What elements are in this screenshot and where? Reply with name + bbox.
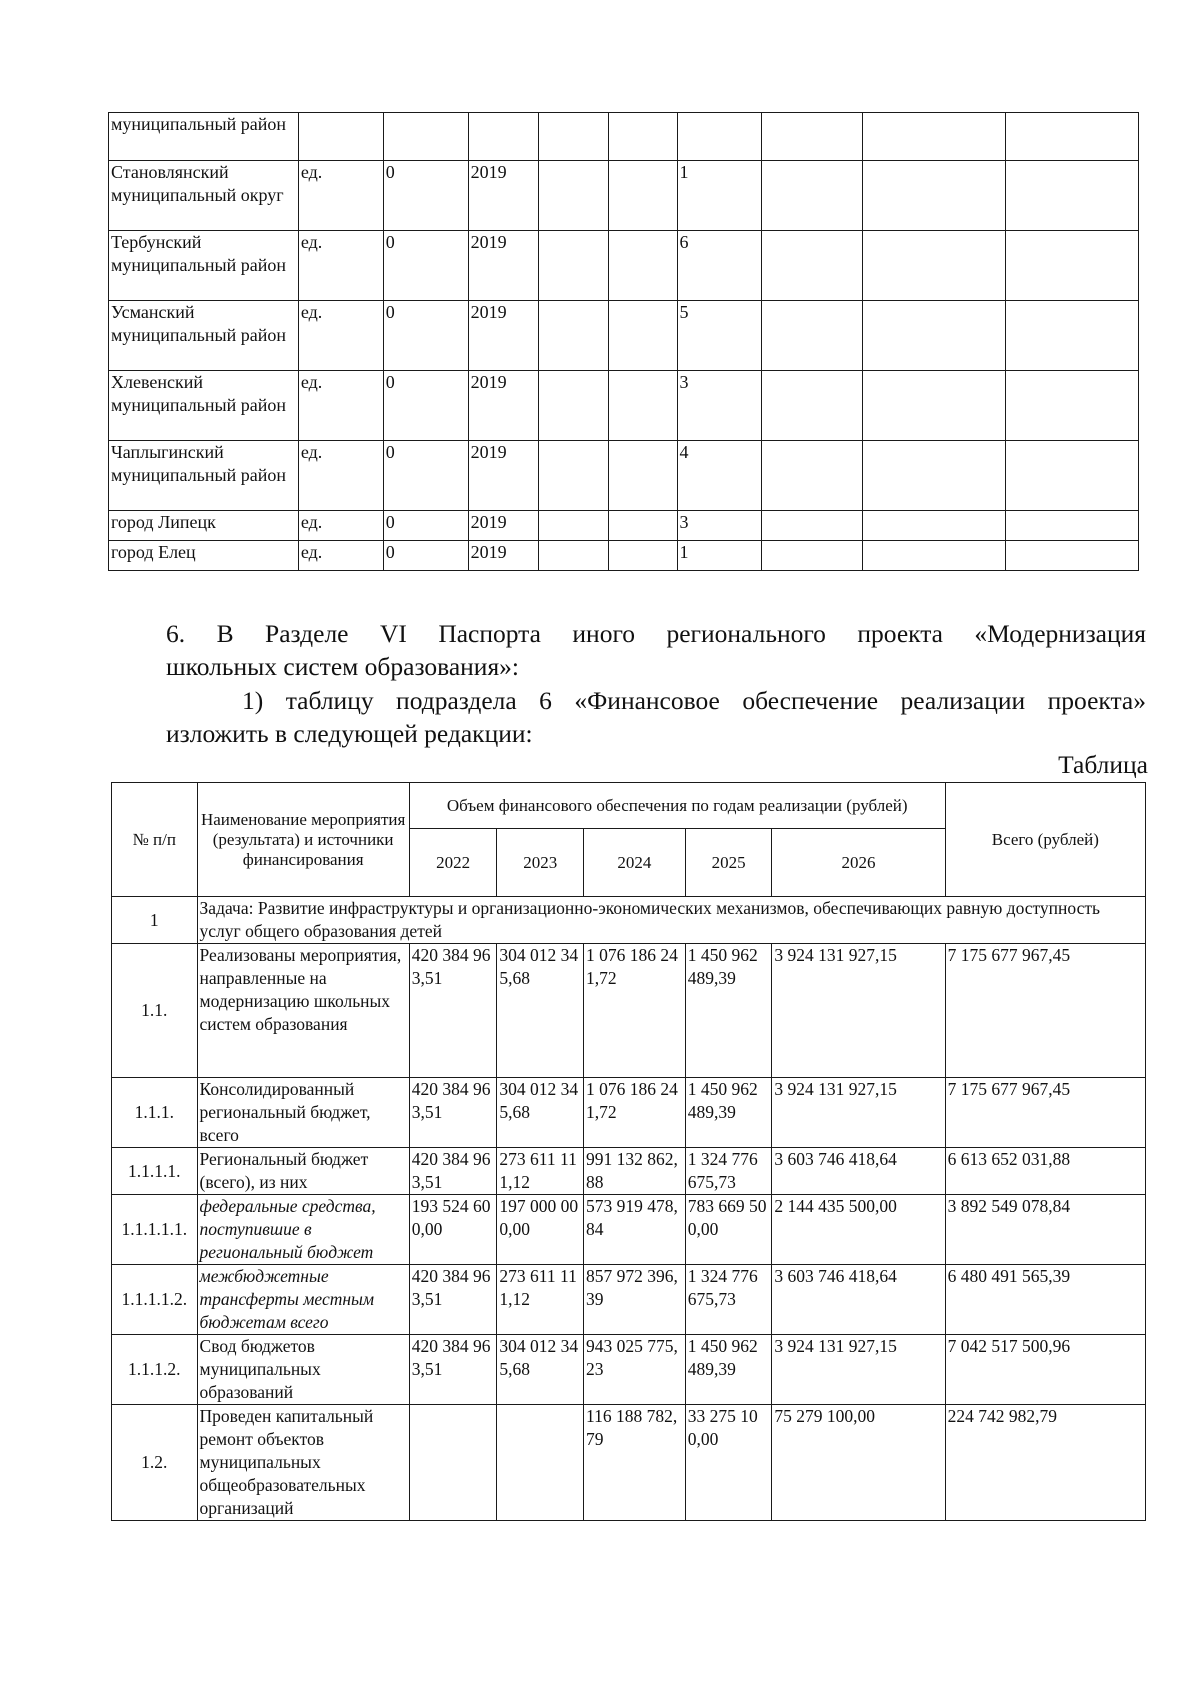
value-2024: 573 919 478,84: [584, 1195, 686, 1265]
district-name: муниципальный район: [109, 113, 299, 161]
row-number: 1.1.1.2.: [112, 1335, 198, 1405]
value-total: 224 742 982,79: [945, 1405, 1145, 1521]
table-row: [109, 541, 1139, 571]
value-c8: [762, 441, 863, 511]
district-name: город Елец: [109, 541, 299, 571]
value-2024: 1 076 186 241,72: [584, 944, 686, 1078]
value-2026: 2 144 435 500,00: [772, 1195, 945, 1265]
header-year-2025: 2025: [685, 829, 772, 897]
value-c8: [762, 371, 863, 441]
value-2023: 273 611 111,12: [497, 1148, 584, 1195]
unit: ед.: [298, 511, 383, 541]
value-c6: [608, 371, 677, 441]
value-2022: [409, 1405, 497, 1521]
value-c10: [1006, 301, 1139, 371]
districts-table-body: [109, 113, 1139, 571]
value-c5: [538, 371, 608, 441]
header-year-2023: 2023: [497, 829, 584, 897]
table-row: [112, 1335, 1146, 1405]
value-c8: [762, 231, 863, 301]
value-c10: [1006, 113, 1139, 161]
value-c9: [863, 371, 1006, 441]
header-year-2022: 2022: [409, 829, 497, 897]
table-row: [109, 161, 1139, 231]
value-c7: 3: [677, 511, 762, 541]
row-name: Свод бюджетов муниципальных образований: [197, 1335, 409, 1405]
row-number: 1.1.: [112, 944, 198, 1078]
value-c9: [863, 511, 1006, 541]
value-c10: [1006, 161, 1139, 231]
value-c7: [677, 113, 762, 161]
table-row: [109, 113, 1139, 161]
value-c7: 4: [677, 441, 762, 511]
base-value: [383, 113, 468, 161]
value-c7: 1: [677, 161, 762, 231]
value-2023: 304 012 345,68: [497, 1078, 584, 1148]
table-row: [109, 371, 1139, 441]
district-name: Чаплыгинский муниципальный район: [109, 441, 299, 511]
value-total: 3 892 549 078,84: [945, 1195, 1145, 1265]
value-c8: [762, 301, 863, 371]
value-2026: 3 924 131 927,15: [772, 944, 945, 1078]
base-year: 2019: [468, 511, 538, 541]
row-number: 1.1.1.1.2.: [112, 1265, 198, 1335]
paragraph-6-1-line2: изложить в следующей редакции:: [166, 719, 533, 748]
value-c5: [538, 441, 608, 511]
base-year: 2019: [468, 231, 538, 301]
table-row: [112, 1078, 1146, 1148]
unit: ед.: [298, 441, 383, 511]
table-row: [112, 1195, 1146, 1265]
value-c10: [1006, 371, 1139, 441]
value-2026: 75 279 100,00: [772, 1405, 945, 1521]
value-c8: [762, 511, 863, 541]
row-number: 1.2.: [112, 1405, 198, 1521]
value-total: 7 175 677 967,45: [945, 1078, 1145, 1148]
value-c5: [538, 511, 608, 541]
paragraph-6-line2: школьных систем образования»:: [166, 652, 520, 681]
paragraph-6-line1: 6. В Разделе VI Паспорта иного регионального проекта «Модернизация: [166, 619, 1146, 648]
value-2025: 1 450 962 489,39: [685, 1335, 772, 1405]
value-c10: [1006, 541, 1139, 571]
financing-table: [111, 782, 1146, 1521]
value-c6: [608, 441, 677, 511]
base-year: 2019: [468, 161, 538, 231]
row-name: Реализованы мероприятия, направленные на модернизацию школьных систем образования: [197, 944, 409, 1078]
value-c6: [608, 541, 677, 571]
table-row: [112, 1148, 1146, 1195]
value-2026: 3 924 131 927,15: [772, 1335, 945, 1405]
value-c6: [608, 231, 677, 301]
value-2025: 1 450 962 489,39: [685, 944, 772, 1078]
value-2023: 304 012 345,68: [497, 944, 584, 1078]
row-number: 1.1.1.1.: [112, 1148, 198, 1195]
value-c9: [863, 231, 1006, 301]
row-name: Консолидированный региональный бюджет, всего: [197, 1078, 409, 1148]
value-c9: [863, 301, 1006, 371]
value-2026: 3 603 746 418,64: [772, 1265, 945, 1335]
base-year: 2019: [468, 541, 538, 571]
base-year: [468, 113, 538, 161]
value-c7: 6: [677, 231, 762, 301]
value-2022: 193 524 600,00: [409, 1195, 497, 1265]
value-total: 7 042 517 500,96: [945, 1335, 1145, 1405]
value-c6: [608, 161, 677, 231]
table-row: [112, 944, 1146, 1078]
table-row: [112, 1405, 1146, 1521]
value-c10: [1006, 231, 1139, 301]
table-row: [109, 511, 1139, 541]
header-year-2024: 2024: [584, 829, 686, 897]
unit: ед.: [298, 541, 383, 571]
value-2022: 420 384 963,51: [409, 1148, 497, 1195]
table-row: [109, 301, 1139, 371]
table-row: [112, 1265, 1146, 1335]
value-c7: 1: [677, 541, 762, 571]
value-c6: [608, 301, 677, 371]
value-c10: [1006, 511, 1139, 541]
table-caption: Таблица: [1058, 750, 1148, 779]
base-value: 0: [383, 511, 468, 541]
value-c5: [538, 113, 608, 161]
base-year: 2019: [468, 441, 538, 511]
value-c5: [538, 301, 608, 371]
base-year: 2019: [468, 371, 538, 441]
task-number: 1: [112, 897, 198, 944]
value-2023: [497, 1405, 584, 1521]
value-c8: [762, 113, 863, 161]
value-c5: [538, 231, 608, 301]
base-value: 0: [383, 441, 468, 511]
header-total: Всего (рублей): [945, 783, 1145, 897]
header-volume: Объем финансового обеспечения по годам реализации (рублей): [409, 783, 945, 829]
value-c9: [863, 161, 1006, 231]
value-2022: 420 384 963,51: [409, 944, 497, 1078]
value-total: 6 613 652 031,88: [945, 1148, 1145, 1195]
row-number: 1.1.1.1.1.: [112, 1195, 198, 1265]
value-c5: [538, 541, 608, 571]
value-c9: [863, 541, 1006, 571]
value-c8: [762, 541, 863, 571]
table-row: [109, 441, 1139, 511]
value-c9: [863, 441, 1006, 511]
value-2023: 273 611 111,12: [497, 1265, 584, 1335]
value-2025: 783 669 500,00: [685, 1195, 772, 1265]
district-name: Становлянский муниципальный округ: [109, 161, 299, 231]
district-name: Тербунский муниципальный район: [109, 231, 299, 301]
value-total: 7 175 677 967,45: [945, 944, 1145, 1078]
value-2022: 420 384 963,51: [409, 1265, 497, 1335]
base-value: 0: [383, 371, 468, 441]
value-2025: 1 324 776 675,73: [685, 1148, 772, 1195]
base-value: 0: [383, 301, 468, 371]
unit: [298, 113, 383, 161]
header-year-2026: 2026: [772, 829, 945, 897]
value-c10: [1006, 441, 1139, 511]
value-2026: 3 603 746 418,64: [772, 1148, 945, 1195]
value-2024: 116 188 782,79: [584, 1405, 686, 1521]
row-name: федеральные средства, поступившие в региональный бюджет: [197, 1195, 409, 1265]
table-row: [109, 231, 1139, 301]
district-name: Усманский муниципальный район: [109, 301, 299, 371]
base-value: 0: [383, 161, 468, 231]
value-2026: 3 924 131 927,15: [772, 1078, 945, 1148]
value-total: 6 480 491 565,39: [945, 1265, 1145, 1335]
value-2023: 304 012 345,68: [497, 1335, 584, 1405]
value-c7: 5: [677, 301, 762, 371]
unit: ед.: [298, 231, 383, 301]
task-text: Задача: Развитие инфраструктуры и организационно-экономических механизмов, обеспечивающих равную доступность услуг общего образования детей: [197, 897, 1145, 944]
value-2022: 420 384 963,51: [409, 1335, 497, 1405]
district-name: Хлевенский муниципальный район: [109, 371, 299, 441]
row-number: 1.1.1.: [112, 1078, 198, 1148]
value-c7: 3: [677, 371, 762, 441]
unit: ед.: [298, 161, 383, 231]
value-2025: 1 450 962 489,39: [685, 1078, 772, 1148]
value-c6: [608, 511, 677, 541]
districts-table: [108, 112, 1139, 571]
financing-table-body: [112, 897, 1146, 1521]
paragraph-6-1-line1: 1) таблицу подраздела 6 «Финансовое обеспечение реализации проекта»: [242, 686, 1146, 715]
value-2024: 857 972 396,39: [584, 1265, 686, 1335]
value-2023: 197 000 000,00: [497, 1195, 584, 1265]
row-name: межбюджетные трансферты местным бюджетам всего: [197, 1265, 409, 1335]
base-value: 0: [383, 231, 468, 301]
value-c6: [608, 113, 677, 161]
value-c9: [863, 113, 1006, 161]
value-2024: 1 076 186 241,72: [584, 1078, 686, 1148]
unit: ед.: [298, 301, 383, 371]
value-2025: 33 275 100,00: [685, 1405, 772, 1521]
unit: ед.: [298, 371, 383, 441]
value-c8: [762, 161, 863, 231]
base-year: 2019: [468, 301, 538, 371]
value-2025: 1 324 776 675,73: [685, 1265, 772, 1335]
value-2024: 943 025 775,23: [584, 1335, 686, 1405]
value-2024: 991 132 862,88: [584, 1148, 686, 1195]
row-name: Проведен капитальный ремонт объектов муниципальных общеобразовательных организаций: [197, 1405, 409, 1521]
header-name: Наименование мероприятия (результата) и источники финансирования: [197, 783, 409, 897]
header-number: № п/п: [112, 783, 198, 897]
value-2022: 420 384 963,51: [409, 1078, 497, 1148]
district-name: город Липецк: [109, 511, 299, 541]
value-c5: [538, 161, 608, 231]
base-value: 0: [383, 541, 468, 571]
row-name: Региональный бюджет (всего), из них: [197, 1148, 409, 1195]
